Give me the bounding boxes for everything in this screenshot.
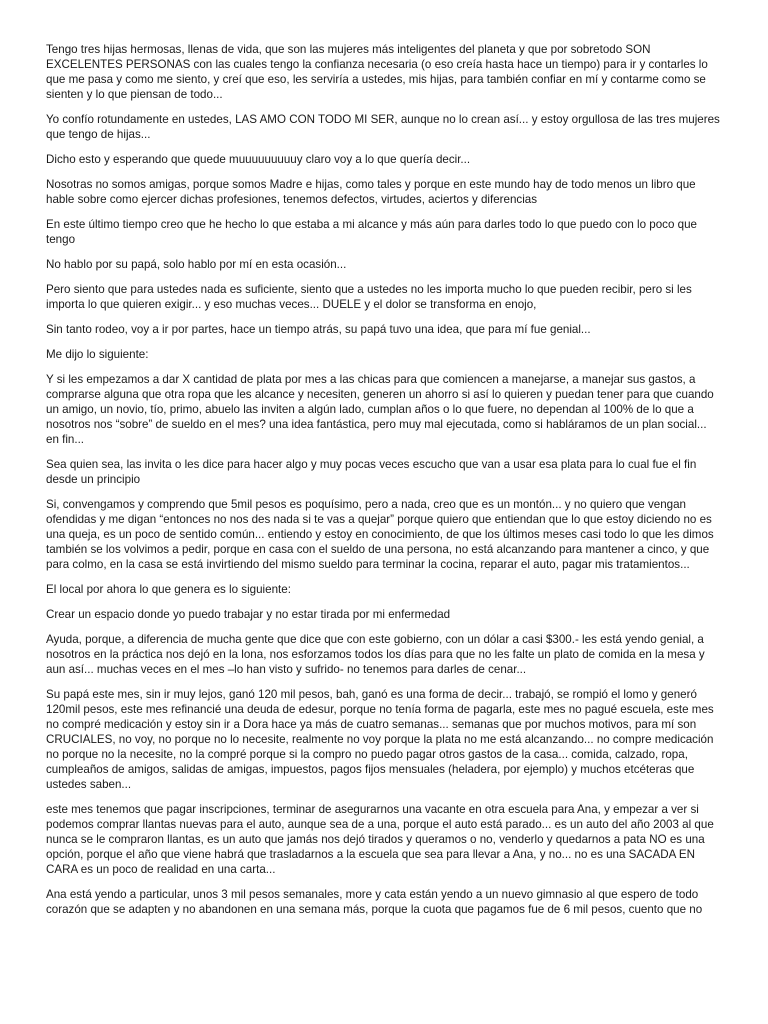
paragraph-8: Sin tanto rodeo, voy a ir por partes, hace un tiempo atrás, su papá tuvo una idea, que para mí fue genial... (46, 323, 591, 336)
paragraph-2: Yo confío rotundamente en ustedes, LAS AMO CON TODO MI SER, aunque no lo crean así... y estoy orgullosa de las tres mujeres que tengo de hijas... (46, 113, 720, 141)
paragraph-18: Ana está yendo a particular, unos 3 mil pesos semanales, more y cata están yendo a un nuevo gimnasio al que espero de todo corazón que se adapten y no abandonen en una semana más, porque la cuota que pagamos fue de 6 mil pesos, cuento que no (46, 888, 703, 916)
paragraph-17: este mes tenemos que pagar inscripciones, terminar de asegurarnos una vacante en otra escuela para Ana, y empezar a ver si podemos comprar llantas nuevas para el auto, aunque sea de a una, porque el auto está parado... es un auto del año 2003 al que nunca se le compraron llantas, es un auto que jamás nos dejó tirados y queramos o no, venderlo y quedarnos a pata NO es una opción, porque el año que viene habrá que trasladarnos a la escuela que sea para llevar a Ana, y no... no es una SACADA EN CARA es un poco de realidad en una carta... (46, 803, 714, 876)
paragraph-4: Nosotras no somos amigas, porque somos Madre e hijas, como tales y porque en este mundo hay de todo menos un libro que hable sobre como ejercer dichas profesiones, tenemos defectos, virtudes, aciertos y diferencias (46, 178, 696, 206)
paragraph-6: No hablo por su papá, solo hablo por mí en esta ocasión... (46, 258, 347, 271)
document-page (46, 42, 722, 927)
paragraph-11: Sea quien sea, las invita o les dice para hacer algo y muy pocas veces escucho que van a usar esa plata para lo cual fue el fin desde un principio (46, 458, 697, 486)
paragraph-5: En este último tiempo creo que he hecho lo que estaba a mi alcance y más aún para darles todo lo que puedo con lo poco que tengo (46, 218, 697, 246)
paragraph-3: Dicho esto y esperando que quede muuuuuuuuuy claro voy a lo que quería decir... (46, 153, 471, 166)
paragraph-15: Ayuda, porque, a diferencia de mucha gente que dice que con este gobierno, con un dólar a casi $300.- les está yendo genial, a nosotros en la práctica nos dejó en la lona, nos esforzamos todos los días para que no les falte un plato de comida en la mesa y aun así... muchas veces en el mes –lo han visto y sufrido- no tenemos para darles de cenar... (46, 633, 705, 676)
paragraph-13: El local por ahora lo que genera es lo siguiente: (46, 583, 291, 596)
paragraph-7: Pero siento que para ustedes nada es suficiente, siento que a ustedes no les importa mucho lo que pueden recibir, pero si les importa lo que quieren exigir... y eso muchas veces... DUELE y el dolor se transforma en enojo, (46, 283, 692, 311)
paragraph-1: Tengo tres hijas hermosas, llenas de vida, que son las mujeres más inteligentes del planeta y que por sobretodo SON EXCELENTES PERSONAS con las cuales tengo la confianza necesaria (o eso creía hasta hace un tiempo) para ir y contarles lo que me pasa y como me siento, y creí que eso, les serviría a ustedes, mis hijas, para también confiar en mí y contarme como se sienten y lo que piensan de todo... (46, 43, 708, 101)
paragraph-10: Y si les empezamos a dar X cantidad de plata por mes a las chicas para que comiencen a manejarse, a manejar sus gastos, a comprarse alguna que otra ropa que les alcance y necesiten, generen un ahorro si así lo quieren y puedan tener para que cuando un amigo, un novio, tío, primo, abuelo las inviten a algún lado, cumplan años o lo que fuere, no dependan al 100% de lo que a nosotros nos “sobre” de sueldo en el mes? una idea fantástica, pero muy mal ejecutada, como si habláramos de un plan social... en fin... (46, 373, 714, 446)
paragraph-16: Su papá este mes, sin ir muy lejos, ganó 120 mil pesos, bah, ganó es una forma de decir... trabajó, se rompió el lomo y generó 120mil pesos, este mes refinancié una deuda de edesur, porque no tenía forma de pagarla, este mes no pagué escuela, este mes no compré medicación y estoy sin ir a Dora hace ya más de cuatro semanas... semanas que por muchos motivos, para mí son CRUCIALES, no voy, no porque no lo necesite, realmente no voy porque la plata no me está alcanzando... no compre medicación no porque no la necesite, no la compré porque si la compro no puedo pagar otros gastos de la casa... comida, calzado, ropa, cumpleaños de amigos, salidas de amigas, impuestos, pagos fijos mensuales (heladera, por ejemplo) y muchos etcéteras que ustedes saben... (46, 688, 714, 791)
paragraph-14: Crear un espacio donde yo puedo trabajar y no estar tirada por mi enfermedad (46, 608, 451, 621)
paragraph-12: Si, convengamos y comprendo que 5mil pesos es poquísimo, pero a nada, creo que es un montón... y no quiero que vengan ofendidas y me digan “entonces no nos des nada si te vas a quejar” porque quiero que entiendan que lo que estoy diciendo no es una queja, es un poco de sentido común... entiendo y estoy en conocimiento, de que los últimos meses casi todo lo que les dimos también se los volvimos a pedir, porque en casa con el sueldo de una persona, no está alcanzando para mantener a cinco, y que para colmo, en la casa se está invirtiendo del mismo sueldo para terminar la cocina, reparar el auto, pagar mis tratamientos... (46, 498, 714, 571)
paragraph-9: Me dijo lo siguiente: (46, 348, 149, 361)
